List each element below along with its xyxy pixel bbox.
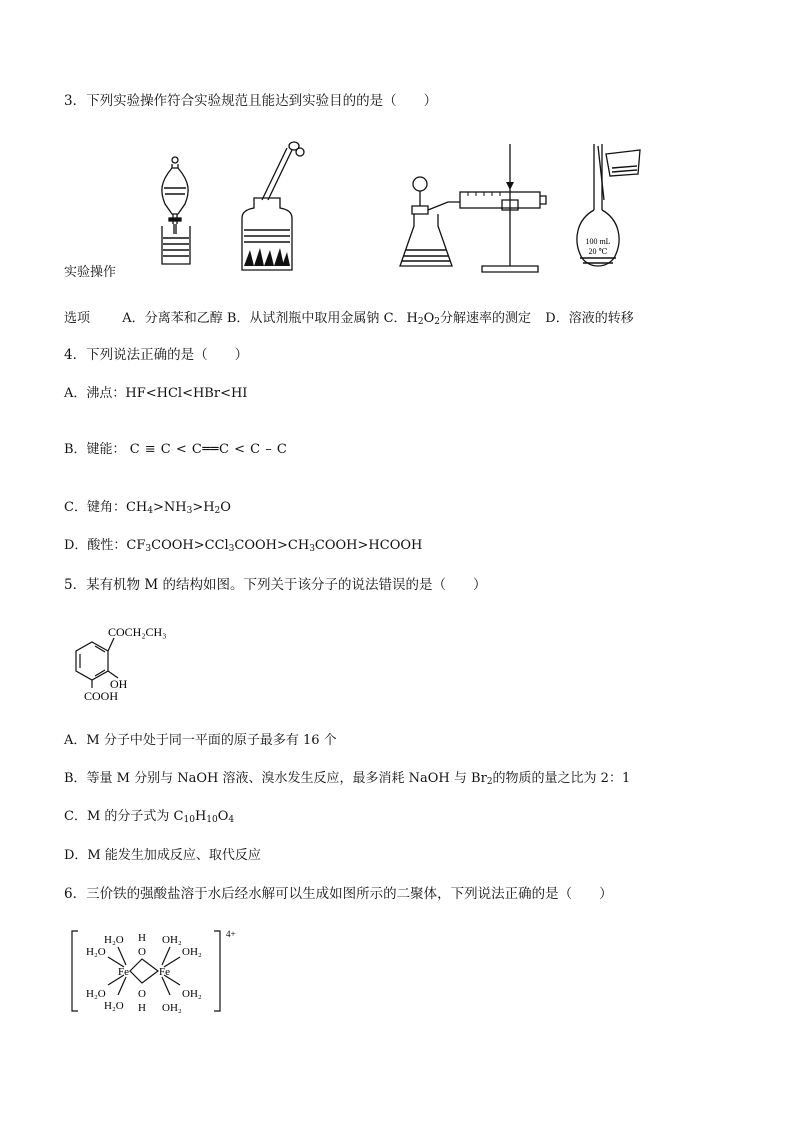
ligand-h2o-left-upper: H₂O — [86, 946, 106, 958]
q3-option-d: 溶液的转移 — [568, 311, 634, 326]
q4-c-1: C．键角：CH — [64, 500, 148, 515]
ligand-h2o-left-lower: H₂O — [86, 988, 106, 1000]
q3-option-a: 分离苯和乙醇 — [144, 311, 223, 326]
q5-b-2: 2 — [486, 777, 493, 787]
q3-option-c-formula: H — [406, 311, 418, 326]
q5-b-3: 的物质的量之比为 2：1 — [492, 771, 631, 786]
struct-carboxyl: COOH — [84, 689, 119, 703]
dimer-charge: 4+ — [226, 929, 236, 939]
q4-d-2: 3 — [145, 544, 152, 554]
bridge-h-top: H — [138, 932, 146, 944]
q4-d-6: 3 — [309, 544, 315, 554]
q4-c-4: 3 — [186, 506, 193, 516]
fe-right: Fe — [159, 966, 170, 978]
q3-option-d-prefix: D． — [545, 311, 569, 326]
molecule-m-structure — [64, 620, 194, 710]
struct-acyl-group: COCH₂CH₃ — [108, 625, 167, 639]
q3-row-label: 实验操作 — [64, 265, 117, 280]
q3-col-label: 选项 — [64, 311, 91, 326]
q4-c-3: >NH — [152, 500, 187, 515]
q4-c-6: 2 — [214, 506, 221, 516]
q5-c-4: 10 — [206, 815, 218, 825]
ligand-oh2-bottom-right: OH₂ — [162, 1002, 182, 1014]
q4-option-b-expr: C ≡ C < C══C < C – C — [129, 442, 288, 457]
q4-d-7: COOH>HCOOH — [314, 538, 423, 553]
bridge-o-top: O — [138, 946, 146, 958]
q5-c-3: H — [194, 809, 207, 824]
ligand-h2o-bottom-left: H₂O — [104, 1000, 124, 1012]
q4-option-b-prefix: B．键能： — [64, 442, 126, 457]
ligand-oh2-right-lower: OH₂ — [182, 988, 202, 1000]
q5-stem: 5．某有机物 M 的结构如图。下列关于该分子的说法错误的是（ ） — [64, 577, 487, 593]
bridge-h-bottom: H — [138, 1002, 146, 1014]
ligand-oh2-right-upper: OH₂ — [182, 946, 202, 958]
q5-option-d: D．M 能发生加成反应、取代反应 — [64, 848, 261, 863]
q3-option-c-mid: O — [423, 311, 435, 326]
q4-option-a: A．沸点：HF<HCl<HBr<HI — [64, 386, 248, 401]
q4-d-5: COOH>CH — [234, 538, 310, 553]
gas-syringe-apparatus-figure — [398, 140, 548, 275]
q5-c-6: 4 — [228, 815, 235, 825]
q4-d-3: COOH>CCl — [151, 538, 229, 553]
q3-option-c-sub2: 2 — [434, 317, 440, 327]
q4-option-d — [64, 537, 422, 555]
separatory-funnel-figure — [150, 152, 200, 272]
fe-left: Fe — [118, 966, 129, 978]
ligand-h2o-top-left: H₂O — [104, 934, 124, 946]
q5-c-1: C．M 的分子式为 C — [64, 809, 184, 824]
bridge-o-bottom: O — [138, 988, 146, 1000]
flask-volume-label: 100 mL — [585, 237, 611, 246]
q3-option-a-prefix: A． — [122, 311, 145, 326]
q4-c-2: 4 — [147, 506, 153, 516]
q5-c-5: O — [217, 809, 229, 824]
q4-option-b — [64, 441, 287, 459]
reagent-bottle-figure — [232, 138, 312, 273]
q3-option-c-prefix: C． — [383, 311, 407, 326]
q5-option-b — [64, 770, 630, 788]
q4-c-7: O — [220, 500, 231, 515]
q3-option-c: 分解速率的测定 — [440, 311, 532, 326]
flask-temp-label: 20 ℃ — [588, 247, 608, 256]
q5-option-a: A．M 分子中处于同一平面的原子最多有 16 个 — [64, 733, 337, 748]
q4-d-4: 3 — [228, 544, 235, 554]
q5-c-2: 10 — [183, 815, 195, 825]
q3-options-row — [64, 310, 634, 328]
q4-stem: 4．下列说法正确的是（ ） — [64, 347, 249, 363]
q3-option-c-sub1: 2 — [417, 317, 424, 327]
q5-b-1: B．等量 M 分别与 NaOH 溶液、溴水发生反应，最多消耗 NaOH 与 Br — [64, 771, 487, 786]
q3-option-b: 从试剂瓶中取用金属钠 — [249, 311, 380, 326]
q6-stem: 6．三价铁的强酸盐溶于水后经水解可以生成如图所示的二聚体，下列说法正确的是（ ） — [64, 886, 613, 902]
volumetric-flask-figure — [568, 140, 648, 275]
q4-c-5: >H — [192, 500, 215, 515]
ligand-oh2-top-right: OH₂ — [162, 934, 182, 946]
q3-stem: 3．下列实验操作符合实验规范且能达到实验目的的是（ ） — [64, 93, 438, 109]
q4-d-1: D．酸性：CF — [64, 538, 146, 553]
struct-hydroxyl: OH — [110, 677, 128, 691]
iron-dimer-structure — [68, 925, 248, 1020]
q5-option-c — [64, 808, 234, 826]
q3-option-b-prefix: B． — [226, 311, 250, 326]
q4-option-c — [64, 499, 231, 517]
